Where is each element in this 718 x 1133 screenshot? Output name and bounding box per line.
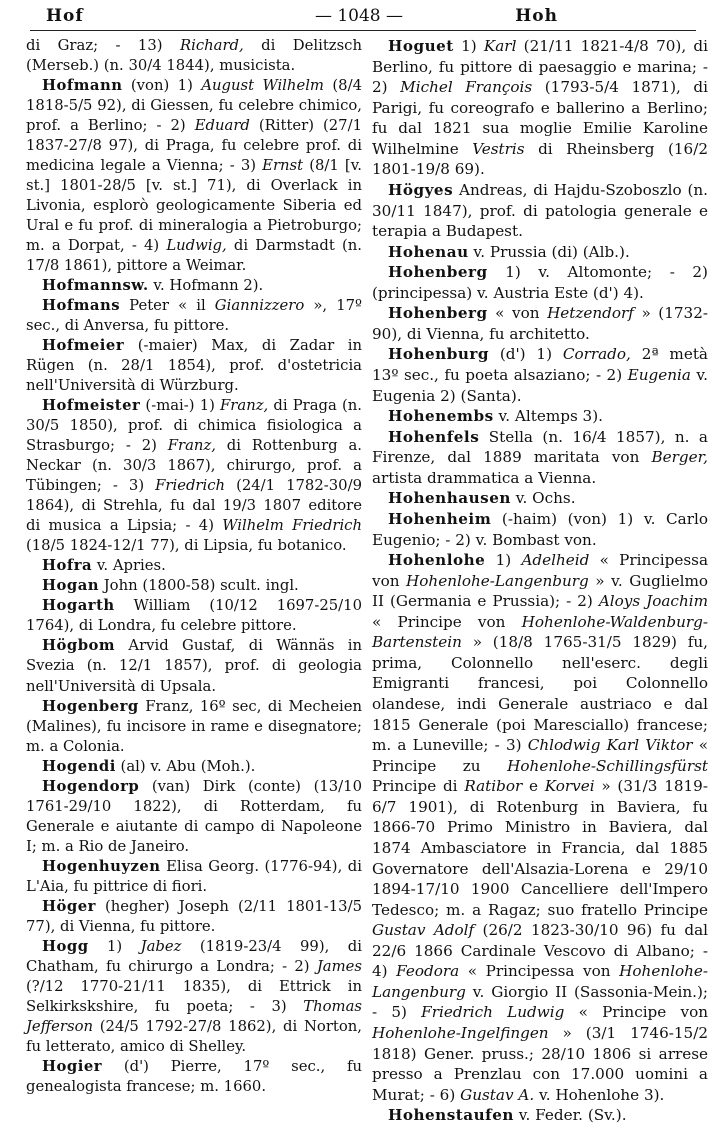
entry-italic-text: Aloys Joachim bbox=[598, 592, 708, 611]
entry-headword: Hogendi bbox=[42, 757, 116, 775]
entry-text: v. Apries. bbox=[92, 557, 166, 575]
entry-text: (1819-23/4 99), di Chatham, fu chirurgo a Londra; - 2) bbox=[26, 937, 362, 975]
entry-text: (-maier) Max, di Zadar in Rügen (n. 28/1 1854), prof. d'ostetricia nell'Università di Würzburg. bbox=[26, 337, 362, 395]
entry-italic-text: Feodora bbox=[396, 962, 460, 981]
entry-text: di Praga (n. 30/5 1850), prof. di chimica fisiologica a Strasburgo; - 2) bbox=[26, 397, 362, 455]
entry-italic-text: Franz, bbox=[220, 397, 269, 415]
entry-italic-text: Jabez bbox=[140, 937, 182, 955]
entry-italic-text: Ludwig, bbox=[166, 237, 227, 255]
entry-text: di Graz; - 13) bbox=[26, 37, 180, 54]
entry-text: 1) bbox=[453, 37, 484, 55]
entry-headword: Hogenberg bbox=[42, 697, 139, 715]
entry-headword: Hogenhuyzen bbox=[42, 857, 161, 875]
dictionary-entry bbox=[26, 36, 362, 76]
entry-headword: Hohenheim bbox=[388, 509, 492, 528]
entry-italic-text: August Wilhelm bbox=[201, 77, 324, 95]
entry-text: (18/5 1824-12/1 77), di Lipsia, fu botanico. bbox=[26, 537, 347, 555]
entry-text: (24/5 1792-27/8 1862), di Norton, fu letterato, amico di Shelley. bbox=[26, 1017, 362, 1055]
entry-text: v. Hofmann 2). bbox=[148, 277, 264, 295]
entry-italic-text: Gustav A. bbox=[460, 1085, 535, 1104]
entry-text: (-haim) (von) 1) v. Carlo Eugenio; - 2) v. Bombast von. bbox=[372, 509, 708, 549]
entry-headword: Hohenlohe bbox=[388, 551, 486, 570]
entry-text: William (10/12 1697-25/10 1764), di Londra, fu celebre pittore. bbox=[26, 597, 362, 635]
dictionary-entry bbox=[372, 488, 708, 509]
dictionary-entry bbox=[26, 276, 362, 296]
entry-text: « Principessa von bbox=[459, 962, 620, 981]
entry-headword: Hogarth bbox=[42, 597, 115, 615]
header-left-guideword: Hof bbox=[46, 6, 84, 26]
entry-text: (26/2 1823-30/10 96) fu dal 22/6 1866 Cardinale Vescovo di Albano; - 4) bbox=[372, 921, 708, 981]
dictionary-entry bbox=[26, 697, 362, 757]
entry-headword: Hohenberg bbox=[388, 263, 488, 282]
entry-text: (d') Pierre, 17º sec., fu genealogista francese; m. 1660. bbox=[26, 1057, 362, 1095]
entry-text: (21/11 1821-4/8 70), di Berlino, fu pittore di paesaggio e marina; - 2) bbox=[372, 37, 708, 97]
entry-text: di Rheinsberg (16/2 1801-19/8 69). bbox=[372, 139, 708, 179]
dictionary-entry bbox=[372, 509, 708, 550]
entry-text: « von bbox=[487, 304, 548, 323]
entry-text: v. Ochs. bbox=[510, 489, 576, 508]
dictionary-entry bbox=[26, 336, 362, 396]
entry-text: « Principessa von bbox=[372, 551, 709, 590]
entry-text: 2ª metà 13º sec., fu poeta alsaziano; - 2) bbox=[372, 345, 708, 384]
dictionary-entry bbox=[26, 596, 362, 636]
entry-text: v. Feder. (Sv.). bbox=[513, 1106, 627, 1125]
entry-text: (-mai-) 1) bbox=[140, 397, 221, 415]
entry-text: (8/4 1818-5/5 92), di Giessen, fu celebre chimico, prof. a Berlino; - 2) bbox=[26, 77, 362, 135]
entry-text: Stella (n. 16/4 1857), n. a Firenze, dal 1889 maritata von bbox=[372, 427, 708, 467]
entry-text: 1) bbox=[485, 551, 522, 570]
dictionary-entry bbox=[26, 396, 362, 556]
entry-italic-text: Corrado, bbox=[562, 345, 631, 364]
entry-headword: Hogg bbox=[42, 937, 89, 955]
entry-text: « Principe von bbox=[372, 612, 522, 631]
entry-text: v. Prussia (di) (Alb.). bbox=[468, 242, 630, 261]
entry-text: « Principe zu bbox=[372, 736, 709, 775]
entry-text: v. Giorgio II (Sassonia-Mein.); - 5) bbox=[372, 982, 708, 1022]
entry-headword: Högbom bbox=[42, 637, 116, 655]
entry-text: » v. Guglielmo II (Germania e Prussia); - 2) bbox=[372, 571, 708, 611]
entry-headword: Hohenembs bbox=[388, 407, 494, 426]
header-right-guideword: Hoh bbox=[515, 6, 558, 26]
entry-headword: Hogan bbox=[42, 577, 100, 595]
entry-text: v. Hohenlohe 3). bbox=[534, 1085, 665, 1104]
entry-text: 1) bbox=[88, 937, 141, 955]
entry-italic-text: Hetzendorf bbox=[547, 304, 634, 323]
entry-italic-text: Ernst bbox=[262, 157, 304, 175]
dictionary-entry bbox=[26, 897, 362, 937]
entry-text: (Ritter) (27/1 1837-27/8 97), di Praga, fu celebre prof. di medicina legale a Vienna; - 3) bbox=[26, 117, 362, 175]
entry-italic-text: Michel François bbox=[400, 78, 533, 97]
entry-headword: Hofmann bbox=[42, 77, 123, 95]
entry-text: (von) 1) bbox=[122, 77, 202, 95]
entry-italic-text: Hohenlohe-Ingelfingen bbox=[372, 1024, 549, 1042]
entry-italic-text: Korvei bbox=[544, 777, 595, 796]
dictionary-entry bbox=[372, 180, 708, 242]
entry-text: Franz, 16º sec, di Mecheien (Malines), fu incisore in rame e disegnatore; m. a Colonia. bbox=[26, 697, 362, 755]
dictionary-entry bbox=[372, 303, 708, 344]
dictionary-entry bbox=[26, 636, 362, 696]
dictionary-entry bbox=[372, 427, 708, 489]
entry-text: « Principe von bbox=[564, 1003, 708, 1022]
entry-text: Principe di bbox=[372, 777, 465, 796]
entry-italic-text: Ratibor bbox=[464, 777, 523, 796]
entry-text: », 17º sec., di Anversa, fu pittore. bbox=[26, 297, 363, 335]
entry-italic-text: Giannizzero bbox=[214, 297, 305, 315]
entry-headword: Hofmans bbox=[42, 297, 121, 315]
dictionary-entry bbox=[26, 76, 362, 276]
entry-headword: Hohenberg bbox=[388, 304, 488, 323]
entry-headword: Hohenhausen bbox=[388, 489, 511, 508]
header-rule bbox=[30, 30, 696, 31]
entry-headword: Hofmeister bbox=[42, 397, 141, 415]
entry-italic-text: Thomas Jefferson bbox=[26, 997, 362, 1035]
entry-italic-text: James bbox=[316, 957, 362, 975]
entry-text: di Delitzsch (Merseb.) (n. 30/4 1844), musicista. bbox=[26, 37, 362, 75]
entry-italic-text: Eugenia bbox=[627, 366, 691, 384]
entry-text: Elisa Georg. (1776-94), di L'Aia, fu pittrice di fiori. bbox=[26, 857, 362, 895]
entry-text: (van) Dirk (conte) (13/10 1761-29/10 1822), di Rotterdam, fu Generale e aiutante di campo di Napoleone I; m. a Rio de Janeiro. bbox=[26, 777, 362, 855]
entry-text: » (3/1 1746-15/2 1818) Gener. pruss.; 28/10 1806 si arrese presso a Prenzlau con 17.000 uomini a Murat; - 6) bbox=[372, 1024, 708, 1104]
entry-headword: Hogier bbox=[42, 1057, 103, 1075]
dictionary-entry bbox=[372, 406, 708, 427]
entry-text: » (18/8 1765-31/5 1829) fu, prima, Colonnello nell'eserc. degli Emigranti francesi, poi Colonnello olandese, indi Generale austriaco e dal 1815 Generale (poi Maresciallo) francese; m. a Luneville; - 3) bbox=[372, 633, 708, 755]
entry-text: e bbox=[522, 777, 545, 796]
entry-text: (8/1 [v. st.] 1801-28/5 [v. st.] 71), di Overlack in Livonia, esplorò geologicamente Siberia ed Ural e fu prof. di mineralogia a Pietroburgo; m. a Dorpat, - 4) bbox=[26, 157, 362, 255]
entry-text: » (31/3 1819-6/7 1901), di Rotenburg in Baviera, fu 1866-70 Primo Ministro in Baviera, dal 1874 Ambasciatore in Francia, dal 1885 Governatore dell'Alsazia-Lorena e 29/10 1894-17/10 1900 Cancelliere dell'Impero Tedesco; m. a Ragaz; suo fratello Principe bbox=[372, 777, 708, 919]
entry-text: (?/12 1770-21/11 1835), di Ettrick in Selkirkskshire, fu poeta; - 3) bbox=[26, 977, 362, 1015]
dictionary-entry bbox=[372, 242, 708, 263]
entry-text: Arvid Gustaf, di Wännäs in Svezia (n. 12/1 1857), prof. di geologia nell'Università di Upsala. bbox=[26, 637, 362, 695]
dictionary-entry bbox=[26, 296, 362, 336]
page-number: — 1048 — bbox=[314, 6, 404, 26]
dictionary-entry bbox=[372, 262, 708, 303]
entry-headword: Hohenfels bbox=[388, 427, 480, 446]
entry-headword: Hofmeier bbox=[42, 337, 125, 355]
left-column bbox=[26, 36, 362, 1097]
entry-text: 1) v. Altomonte; - 2) (principessa) v. Austria Este (d') 4). bbox=[372, 263, 708, 302]
entry-headword: Hogendorp bbox=[42, 777, 140, 795]
dictionary-entry bbox=[26, 757, 362, 777]
dictionary-entry bbox=[372, 344, 708, 406]
entry-italic-text: Vestris bbox=[472, 139, 525, 158]
entry-italic-text: Hohenlohe-Langenburg bbox=[406, 571, 589, 590]
entry-italic-text: Chlodwig Karl Viktor bbox=[527, 736, 693, 755]
dictionary-entry bbox=[26, 576, 362, 596]
entry-italic-text: Eduard bbox=[194, 117, 250, 135]
dictionary-entry bbox=[26, 556, 362, 576]
entry-text: artista drammatica a Vienna. bbox=[372, 468, 597, 487]
entry-text: » (1732-90), di Vienna, fu architetto. bbox=[372, 304, 709, 343]
entry-italic-text: Adelheid bbox=[521, 551, 590, 570]
dictionary-entry bbox=[26, 777, 362, 857]
entry-text: (d') 1) bbox=[489, 345, 563, 364]
dictionary-entry bbox=[372, 1105, 708, 1126]
dictionary-entry bbox=[372, 550, 708, 1105]
entry-text: v. Eugenia 2) (Santa). bbox=[372, 366, 708, 405]
entry-text: di Rottenburg a. Neckar (n. 30/3 1867), chirurgo, prof. a Tübingen; - 3) bbox=[26, 437, 362, 495]
entry-italic-text: Richard, bbox=[179, 37, 244, 54]
entry-italic-text: Hohenlohe-Langenburg bbox=[372, 962, 708, 1001]
entry-text: (hegher) Joseph (2/11 1801-13/5 77), di Vienna, fu pittore. bbox=[26, 897, 362, 935]
entry-text: Andreas, di Hajdu-Szoboszlo (n. 30/11 1847), prof. di patologia generale e terapia a Budapest. bbox=[372, 180, 708, 241]
dictionary-entry bbox=[372, 36, 708, 180]
entry-text: Peter « il bbox=[120, 297, 215, 315]
entry-headword: Hofmannsw. bbox=[42, 277, 149, 295]
dictionary-entry bbox=[26, 1057, 362, 1097]
entry-italic-text: Friedrich Ludwig bbox=[421, 1003, 565, 1022]
entry-text: di Darmstadt (n. 17/8 1861), pittore a Weimar. bbox=[26, 237, 362, 275]
dictionary-entry bbox=[26, 937, 362, 1057]
entry-headword: Hoguet bbox=[388, 37, 454, 55]
entry-italic-text: Friedrich bbox=[155, 477, 226, 495]
entry-italic-text: Franz, bbox=[167, 437, 216, 455]
entry-headword: Hohenburg bbox=[388, 345, 490, 364]
entry-headword: Hohenstaufen bbox=[388, 1106, 514, 1125]
entry-headword: Hofra bbox=[42, 557, 93, 575]
entry-italic-text: Hohenlohe-Schillingsfürst bbox=[507, 756, 708, 775]
entry-text: John (1800-58) scult. ingl. bbox=[99, 577, 299, 595]
entry-text: (1793-5/4 1871), di Parigi, fu coreografo e ballerino a Berlino; fu dal 1821 sua moglie Emilie Karoline Wilhelmine bbox=[372, 78, 709, 158]
entry-headword: Hohenau bbox=[388, 242, 469, 261]
entry-text: (al) v. Abu (Moh.). bbox=[115, 757, 256, 775]
page-header bbox=[0, 4, 718, 30]
entry-headword: Höger bbox=[42, 897, 96, 915]
entry-italic-text: Wilhelm Friedrich bbox=[222, 517, 363, 535]
entry-text: (24/1 1782-30/9 1864), di Strehla, fu dal 19/3 1807 editore di musica a Lipsia; - 4) bbox=[26, 477, 362, 535]
dictionary-entry bbox=[26, 857, 362, 897]
entry-headword: Högyes bbox=[388, 180, 454, 199]
right-column bbox=[372, 36, 708, 1126]
entry-italic-text: Berger, bbox=[651, 448, 708, 467]
entry-italic-text: Gustav Adolf bbox=[372, 921, 475, 940]
entry-text: v. Altemps 3). bbox=[493, 407, 603, 426]
entry-italic-text: Karl bbox=[483, 37, 517, 55]
entry-italic-text: Hohenlohe-Waldenburg-Bartenstein bbox=[372, 612, 708, 652]
